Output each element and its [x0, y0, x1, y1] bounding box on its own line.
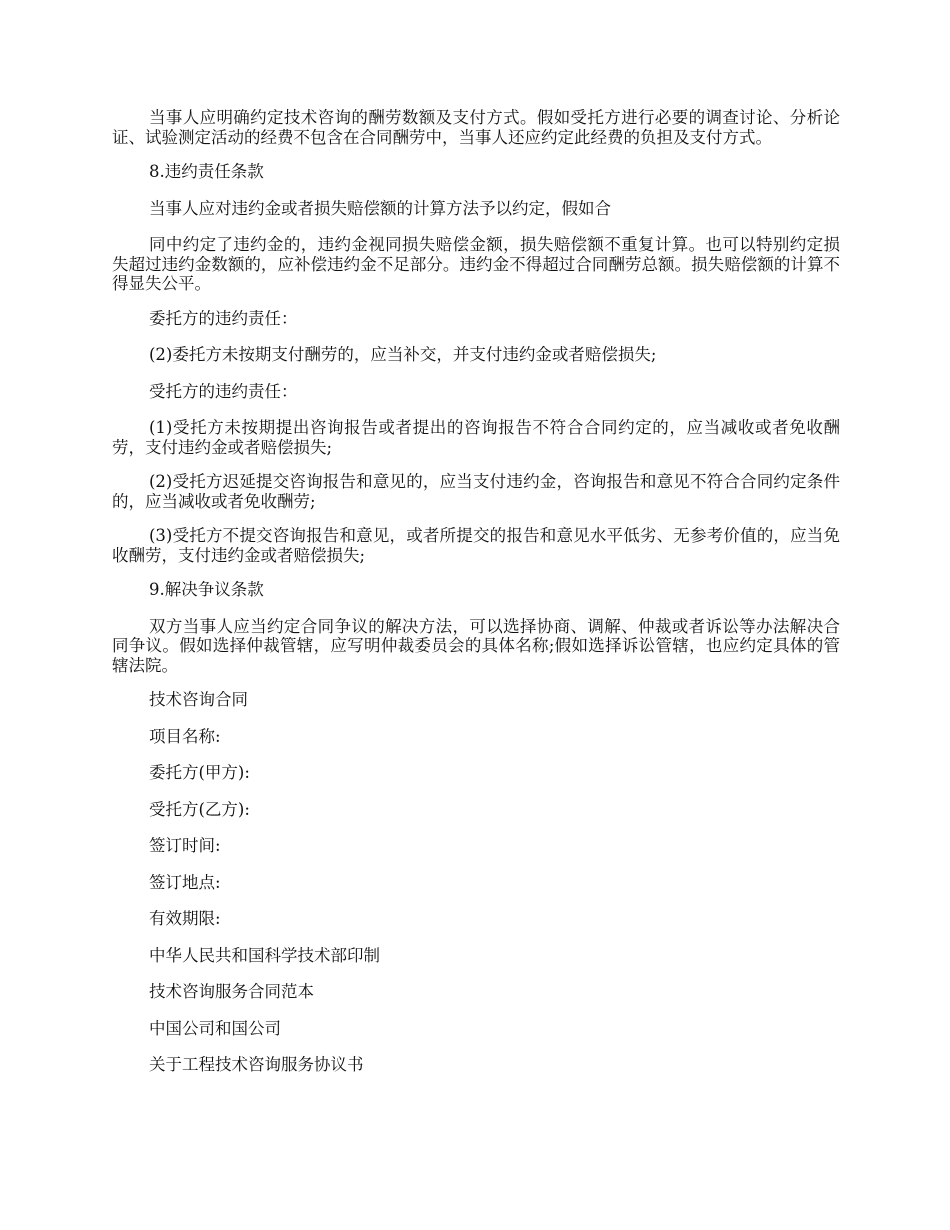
printed-by: 中华人民共和国科学技术部印制 [149, 945, 380, 965]
agreement-title: 关于工程技术咨询服务协议书 [149, 1055, 364, 1074]
paragraph-penalty-calc: 当事人应对违约金或者损失赔偿额的计算方法予以约定，假如合 [149, 198, 611, 218]
heading-dispute-clause: 9.解决争议条款 [149, 580, 264, 599]
field-sign-date: 签订时间: [149, 836, 221, 855]
paragraph-dispute-resolution: 双方当事人应当约定合同争议的解决方法，可以选择协商、调解、仲裁或者诉讼等办法解决合同争议。假如选择仲裁管辖，应写明仲裁委员会的具体名称;假如选择诉讼管辖，也应约定具体的管辖法院。 [112, 616, 840, 675]
paragraph-consultant-liability-2: (2)受托方迟延提交咨询报告和意见的，应当支付违约金，咨询报告和意见不符合合同约定条件的，应当减收或者免收酬劳; [112, 472, 840, 511]
heading-breach-clause: 8.违约责任条款 [149, 162, 264, 181]
field-project-name: 项目名称: [149, 726, 221, 746]
field-client: 委托方(甲方): [149, 763, 250, 782]
document-body [112, 108, 840, 1092]
company-line: 中国公司和国公司 [149, 1018, 281, 1038]
field-sign-place: 签订地点: [149, 872, 221, 892]
field-validity: 有效期限: [149, 909, 221, 928]
heading-consultant-liability: 受托方的违约责任： [149, 381, 298, 401]
paragraph-consultant-liability-1: (1)受托方未按期提出咨询报告或者提出的咨询报告不符合合同约定的，应当减收或者免收酬劳，支付违约金或者赔偿损失; [112, 418, 840, 457]
field-consultant: 受托方(乙方): [149, 799, 250, 819]
heading-client-liability: 委托方的违约责任： [149, 308, 298, 328]
paragraph-client-liability-2: (2)委托方未按期支付酬劳的，应当补交，并支付违约金或者赔偿损失; [149, 345, 657, 364]
template-title: 技术咨询服务合同范本 [149, 982, 314, 1001]
paragraph-remuneration: 当事人应明确约定技术咨询的酬劳数额及支付方式。假如受托方进行必要的调查讨论、分析论证、试验测定活动的经费不包含在合同酬劳中，当事人还应约定此经费的负担及支付方式。 [112, 108, 840, 147]
paragraph-consultant-liability-3: (3)受托方不提交咨询报告和意见，或者所提交的报告和意见水平低劣、无参考价值的，应当免收酬劳，支付违约金或者赔偿损失; [112, 526, 840, 565]
paragraph-penalty-detail: 同中约定了违约金的，违约金视同损失赔偿金额，损失赔偿额不重复计算。也可以特别约定损失超过违约金数额的，应补偿违约金不足部分。违约金不得超过合同酬劳总额。损失赔偿额的计算不得显失公平。 [112, 235, 840, 293]
contract-title: 技术咨询合同 [149, 690, 248, 709]
